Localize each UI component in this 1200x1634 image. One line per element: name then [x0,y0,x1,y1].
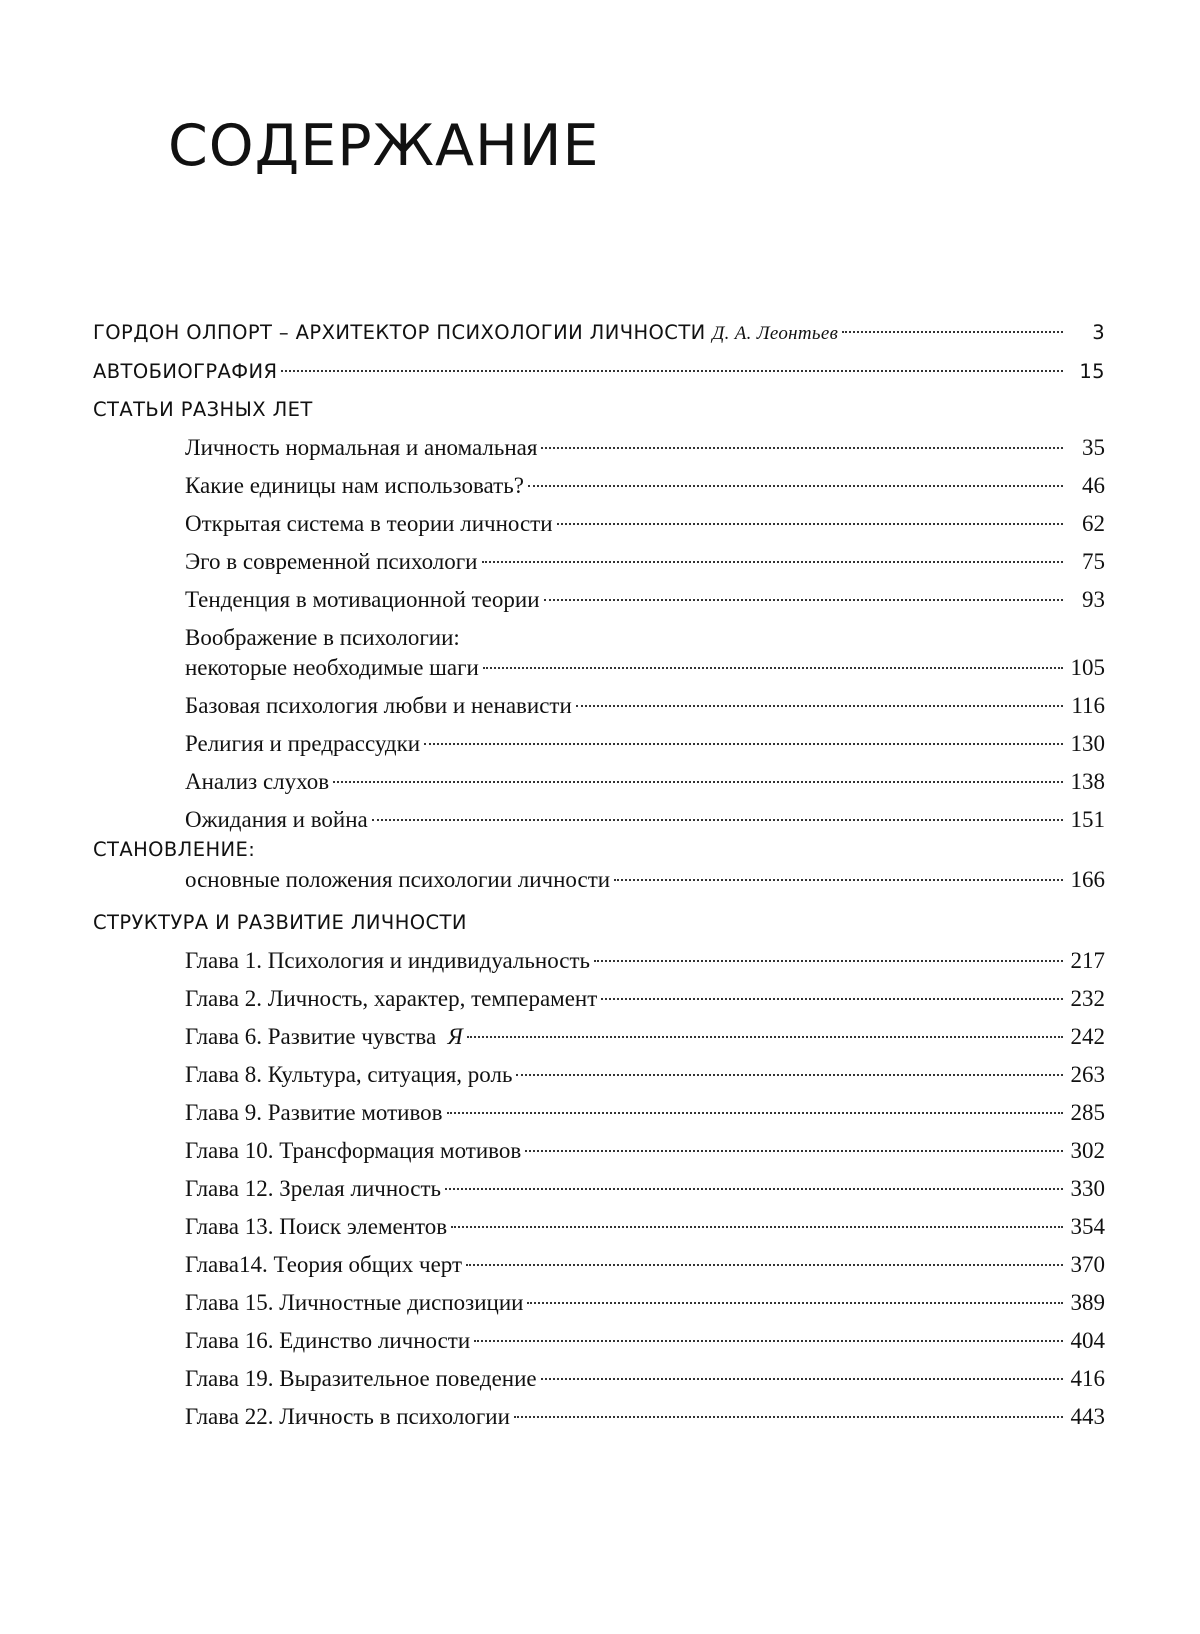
toc-page-number: 217 [1070,948,1105,973]
toc-entry-label: Глава 13. Поиск элементов [185,1214,448,1239]
toc-entry[interactable] [93,1326,1105,1356]
toc-entry-label: Какие единицы нам использовать? [185,473,524,498]
toc-page-number: 166 [1070,867,1105,892]
dot-leader [451,1226,1063,1228]
dot-leader [483,667,1063,669]
toc-entry[interactable] [93,471,1105,501]
toc-entry[interactable] [93,1098,1105,1128]
toc-entry-label: Глава 9. Развитие мотивов [185,1100,443,1125]
toc-entry[interactable] [93,1060,1105,1090]
toc-entry-label: АВТОБИОГРАФИЯ [93,360,278,383]
toc-entry-becoming[interactable] [93,835,1105,895]
dot-leader [445,1188,1063,1190]
toc-page-number: 330 [1070,1176,1105,1201]
dot-leader [601,998,1063,1000]
toc-entry[interactable] [93,1402,1105,1432]
toc-entry[interactable] [93,1212,1105,1242]
toc-entry[interactable] [93,1174,1105,1204]
toc-page-number: 46 [1082,473,1105,498]
toc-entry-label-line2: некоторые необходимые шаги [185,655,479,680]
toc-entry-label: Глава 16. Единство личности [185,1328,471,1353]
toc-entry[interactable] [93,509,1105,539]
toc-page-number: 232 [1070,986,1105,1011]
toc-entry-label: Ожидания и война [185,807,368,832]
dot-leader [467,1036,1063,1038]
toc-entry-label-line2: основные положения психологии личности [185,867,611,892]
toc-entry-label: Религия и предрассудки [185,731,421,756]
table-of-contents [93,318,1105,1432]
toc-entry-label: Глава 12. Зрелая личность [185,1176,441,1201]
toc-entry-imagination[interactable] [93,623,1105,683]
dot-leader [372,819,1063,821]
toc-entry-label-line1: Воображение в психологии: [185,625,460,650]
toc-page-number: 263 [1070,1062,1105,1087]
toc-entry-autobiography[interactable] [93,357,1105,387]
toc-section-structure [93,908,1105,938]
toc-page-number: 354 [1070,1214,1105,1239]
toc-page-number: 370 [1070,1252,1105,1277]
dot-leader [527,1302,1063,1304]
dot-leader [557,523,1063,525]
toc-entry-label: Глава14. Теория общих черт [185,1252,463,1277]
toc-entry[interactable] [93,1288,1105,1318]
toc-entry-label: Глава 6. Развитие чувства Я [185,1024,463,1049]
page-title: СОДЕРЖАНИЕ [168,113,600,179]
toc-entry-label: Личность нормальная и аномальная [185,435,538,460]
toc-page-number: 416 [1070,1366,1105,1391]
dot-leader [541,1378,1063,1380]
dot-leader [514,1416,1063,1418]
toc-entry[interactable] [93,433,1105,463]
dot-leader [544,599,1063,601]
dot-leader [614,879,1063,881]
dot-leader [281,370,1063,372]
toc-entry-label: Глава 1. Психология и индивидуальность [185,948,591,973]
toc-page-number: 130 [1070,731,1105,756]
toc-entry-intro[interactable] [93,318,1105,349]
toc-section-articles [93,395,1105,425]
toc-entry[interactable] [93,1250,1105,1280]
dot-leader [482,561,1064,563]
toc-page-number: 151 [1070,807,1105,832]
toc-entry[interactable] [93,585,1105,615]
dot-leader [333,781,1063,783]
toc-entry-label: Эго в современной психологи [185,549,478,574]
toc-section-heading: СТАНОВЛЕНИЕ: [93,838,256,861]
dot-leader [474,1340,1063,1342]
toc-entry[interactable] [93,1364,1105,1394]
toc-page-number: 93 [1082,587,1105,612]
toc-entry[interactable] [93,805,1105,835]
toc-entry-label: Тенденция в мотивационной теории [185,587,540,612]
toc-page-number: 3 [1092,321,1105,344]
toc-page-number: 35 [1082,435,1105,460]
toc-section-heading: СТРУКТУРА И РАЗВИТИЕ ЛИЧНОСТИ [93,911,467,934]
dot-leader [576,705,1063,707]
toc-page-number: 285 [1070,1100,1105,1125]
toc-entry-label: ГОРДОН ОЛПОРТ – АРХИТЕКТОР ПСИХОЛОГИИ ЛИЧНОСТИ Д. А. Леонтьев [93,321,839,344]
toc-entry[interactable] [93,1022,1105,1052]
toc-entry-label: Анализ слухов [185,769,330,794]
toc-entry-label: Глава 22. Личность в психологии [185,1404,510,1429]
toc-page-number: 242 [1070,1024,1105,1049]
toc-page-number: 302 [1070,1138,1105,1163]
toc-entry[interactable] [93,729,1105,759]
toc-entry-label: Глава 15. Личностные диспозиции [185,1290,524,1315]
toc-page-number: 105 [1070,655,1105,680]
toc-page-number: 138 [1070,769,1105,794]
toc-entry-label: Глава 19. Выразительное поведение [185,1366,537,1391]
dot-leader [516,1074,1063,1076]
dot-leader [447,1112,1063,1114]
dot-leader [594,960,1063,962]
dot-leader [525,1150,1063,1152]
toc-page-number: 75 [1082,549,1105,574]
toc-entry-label: Открытая система в теории личности [185,511,553,536]
toc-page-number: 15 [1079,360,1105,383]
toc-entry-label: Глава 8. Культура, ситуация, роль [185,1062,513,1087]
toc-section-heading: СТАТЬИ РАЗНЫХ ЛЕТ [93,398,313,421]
toc-page-number: 116 [1071,693,1105,718]
toc-entry[interactable] [93,1136,1105,1166]
toc-entry[interactable] [93,984,1105,1014]
dot-leader [528,485,1063,487]
toc-page-number: 389 [1070,1290,1105,1315]
toc-page-number: 443 [1070,1404,1105,1429]
toc-entry-label: Глава 10. Трансформация мотивов [185,1138,522,1163]
toc-page-number: 404 [1070,1328,1105,1353]
dot-leader [541,447,1063,449]
toc-entry-label: Базовая психология любви и ненависти [185,693,572,718]
toc-page-number: 62 [1082,511,1105,536]
dot-leader [842,331,1063,333]
toc-entry-italic: Я [447,1024,463,1049]
dot-leader [466,1264,1063,1266]
dot-leader [424,743,1063,745]
toc-entry[interactable] [93,767,1105,797]
toc-entry-author: Д. А. Леонтьев [712,323,839,344]
toc-entry[interactable] [93,691,1105,721]
toc-entry-label: Глава 2. Личность, характер, темперамент [185,986,598,1011]
toc-entry[interactable] [93,946,1105,976]
toc-entry[interactable] [93,547,1105,577]
